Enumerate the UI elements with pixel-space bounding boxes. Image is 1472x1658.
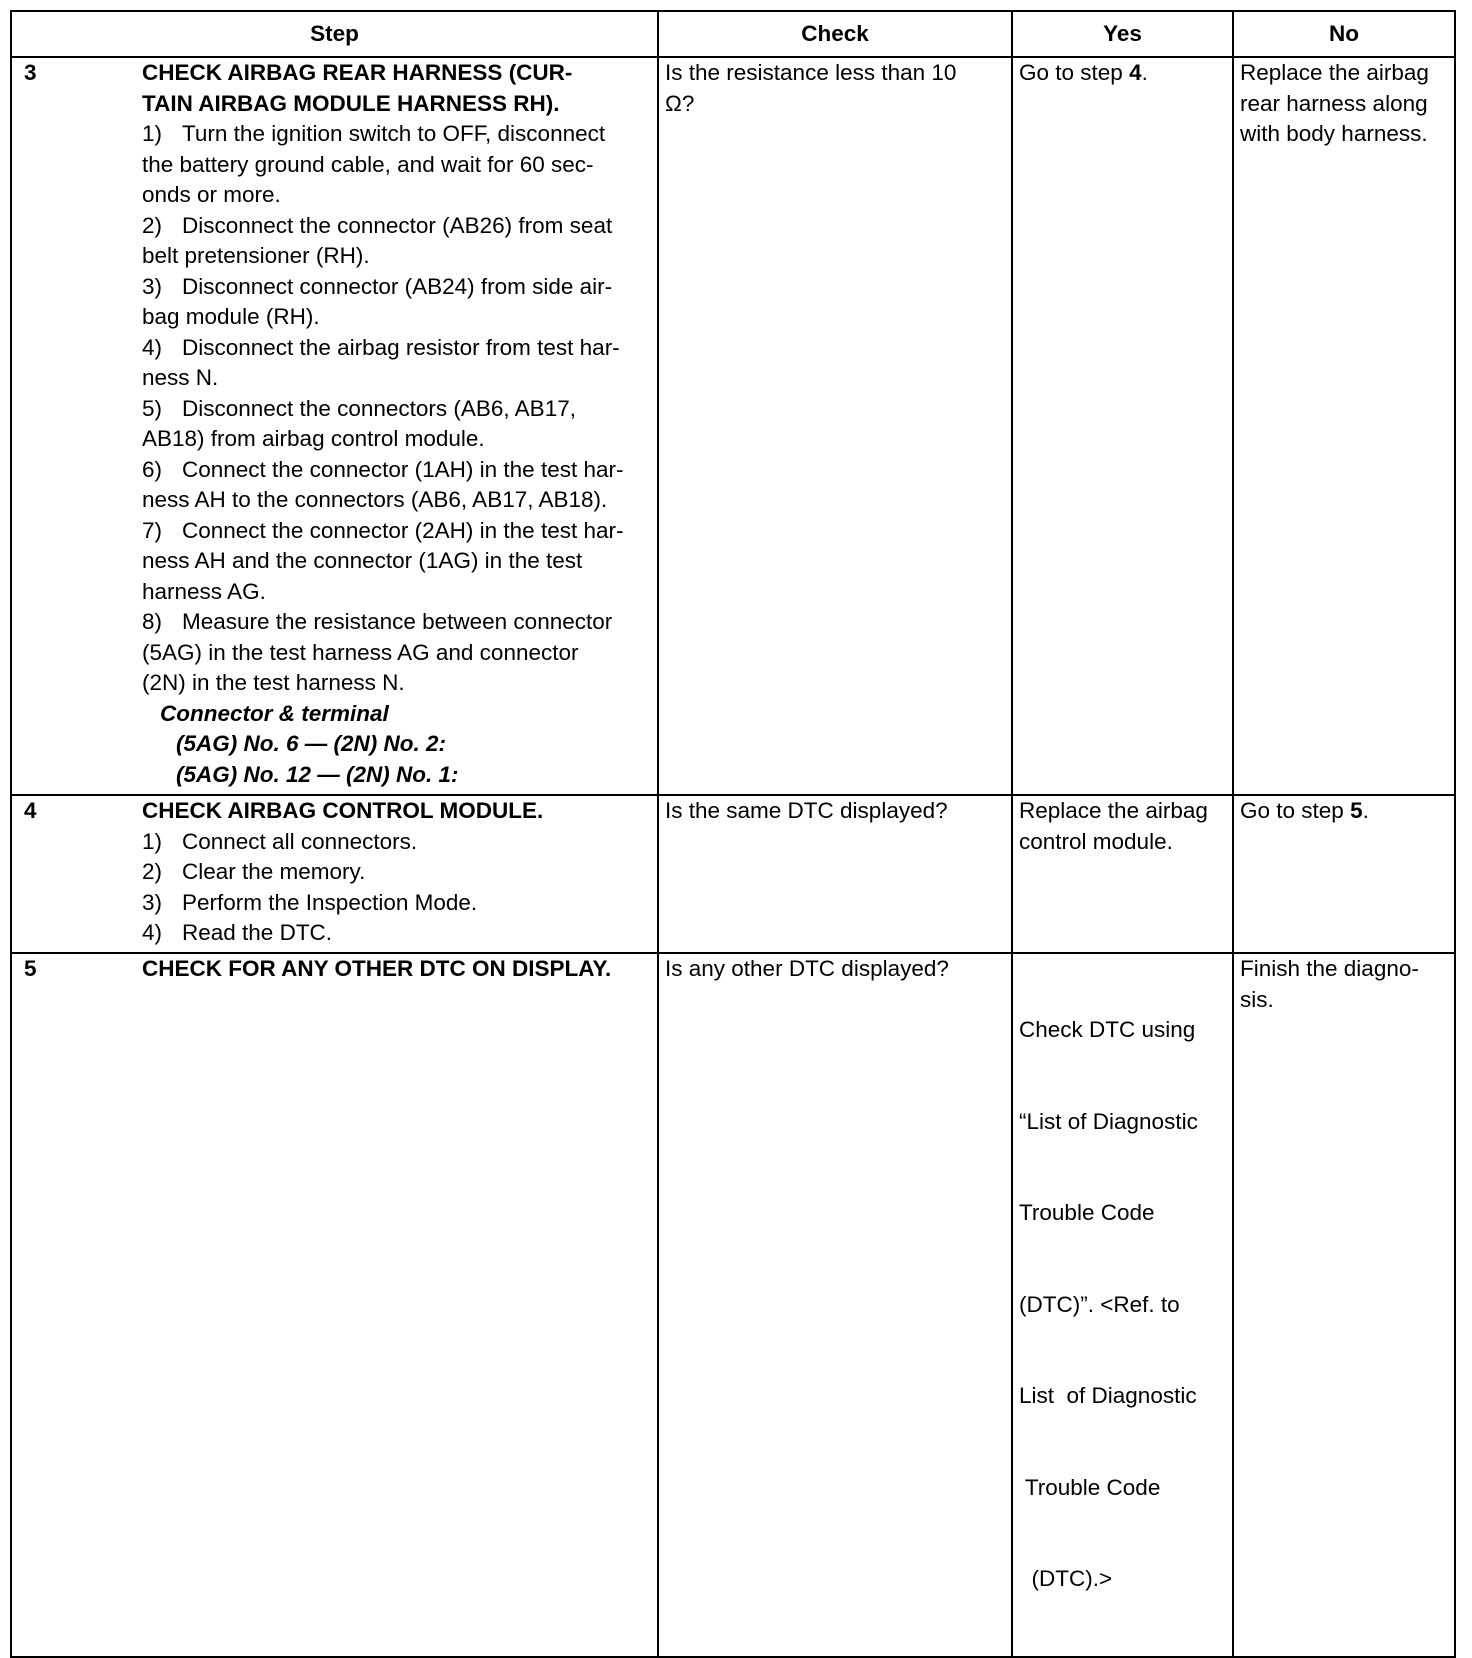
yes-text: Trouble Code [1019, 1474, 1161, 1500]
yes-cell [1012, 795, 1233, 953]
substep-number: 5) [142, 395, 163, 421]
no-text: with body harness. [1240, 121, 1428, 146]
substep-text: bag module (RH). [142, 304, 320, 329]
substep-text: the battery ground cable, and wait for 60 sec- [142, 151, 594, 177]
substep [142, 455, 647, 516]
yes-cell [1012, 57, 1233, 795]
substep-text: Disconnect the airbag resistor from test har- [182, 334, 620, 360]
substep-text: Perform the Inspection Mode. [182, 889, 478, 915]
header-check: Check [658, 11, 1012, 57]
substep-text: Read the DTC. [182, 920, 333, 945]
yes-text: “List of Diagnostic [1019, 1108, 1198, 1134]
check-text: Is any other DTC displayed? [665, 956, 949, 981]
step-body [142, 796, 651, 949]
diagnostic-table [10, 10, 1456, 1658]
substep-text: Connect the connector (2AH) in the test har- [182, 517, 624, 543]
step-title [142, 58, 647, 119]
step-title: CHECK AIRBAG CONTROL MODULE. [142, 798, 544, 823]
substep-text: ness N. [142, 365, 219, 390]
yes-text-end: . [1141, 60, 1148, 85]
substep-text: Disconnect connector (AB24) from side air- [182, 273, 613, 299]
substep-text: Disconnect the connectors (AB6, AB17, [182, 395, 576, 421]
substep-text: ness AH and the connector (1AG) in the test [142, 548, 583, 573]
check-text: Is the same DTC displayed? [665, 798, 948, 823]
step-title-line: CHECK AIRBAG REAR HARNESS (CUR- [142, 60, 573, 85]
yes-text: Go to step [1019, 60, 1130, 85]
step-title-line: TAIN AIRBAG MODULE HARNESS RH). [142, 90, 560, 116]
substep-text: onds or more. [142, 182, 281, 207]
substep-text: Connect all connectors. [182, 828, 418, 854]
step-number: 5 [24, 956, 37, 981]
yes-text: control module. [1019, 828, 1173, 854]
substep-text: belt pretensioner (RH). [142, 243, 370, 268]
check-text: Is the resistance less than 10 [665, 60, 957, 85]
substep [142, 516, 647, 608]
yes-step-ref: 4 [1129, 60, 1142, 85]
substep [142, 827, 647, 858]
substep-number: 6) [142, 456, 163, 482]
table-row [11, 57, 1455, 795]
yes-text: List of Diagnostic [1019, 1383, 1197, 1408]
step-body [142, 954, 651, 985]
no-text: sis. [1240, 986, 1274, 1012]
substep-number: 2) [142, 212, 163, 238]
header-step: Step [11, 11, 658, 57]
yes-cell [1012, 953, 1233, 1657]
header-yes: Yes [1012, 11, 1233, 57]
step-title: CHECK FOR ANY OTHER DTC ON DISPLAY. [142, 956, 612, 981]
substep [142, 119, 647, 211]
substep-number: 7) [142, 517, 163, 543]
check-cell [658, 953, 1012, 1657]
substep [142, 607, 647, 699]
step-body [142, 58, 651, 790]
substep-number: 4) [142, 334, 163, 360]
spec-heading: Connector & terminal [160, 700, 389, 726]
substep-text: AB18) from airbag control module. [142, 426, 485, 451]
substep-text: Clear the memory. [182, 859, 366, 884]
step-number: 4 [24, 798, 37, 823]
check-cell [658, 57, 1012, 795]
step-cell [11, 795, 658, 953]
table-row [11, 953, 1455, 1657]
substep [142, 857, 647, 888]
check-text: Ω? [665, 90, 695, 116]
yes-text: Check DTC using [1019, 1017, 1196, 1042]
substep-number: 3) [142, 889, 163, 915]
substep [142, 394, 647, 455]
substep-number: 8) [142, 609, 163, 634]
table-row [11, 795, 1455, 953]
no-text-end: . [1362, 798, 1369, 823]
substep-number: 1) [142, 828, 163, 854]
yes-text: Trouble Code [1019, 1200, 1155, 1225]
substep-text: (2N) in the test harness N. [142, 670, 405, 695]
substep [142, 888, 647, 919]
substep-text: harness AG. [142, 578, 266, 604]
header-no: No [1233, 11, 1455, 57]
no-text: Go to step [1240, 798, 1351, 823]
substep-number: 1) [142, 121, 163, 146]
no-step-ref: 5 [1350, 798, 1363, 823]
no-text: rear harness along [1240, 90, 1428, 116]
substep [142, 211, 647, 272]
spec-line: (5AG) No. 6 — (2N) No. 2: [176, 731, 447, 756]
no-cell [1233, 953, 1455, 1657]
yes-text: (DTC).> [1019, 1566, 1113, 1591]
substep [142, 918, 647, 949]
substep-text: Measure the resistance between connector [182, 609, 613, 634]
substep-number: 3) [142, 273, 163, 299]
check-cell [658, 795, 1012, 953]
no-cell [1233, 57, 1455, 795]
no-text: Replace the airbag [1240, 60, 1429, 85]
header-row [11, 11, 1455, 57]
step-cell [11, 953, 658, 1657]
substep [142, 272, 647, 333]
substep-text: Disconnect the connector (AB26) from seat [182, 212, 613, 238]
spec-line: (5AG) No. 12 — (2N) No. 1: [176, 761, 459, 787]
substep-text: (5AG) in the test harness AG and connector [142, 639, 579, 665]
substep [142, 333, 647, 394]
step-number: 3 [24, 60, 37, 85]
step-cell [11, 57, 658, 795]
no-text: Finish the diagno- [1240, 956, 1419, 981]
yes-text: Replace the airbag [1019, 798, 1208, 823]
substep-text: Turn the ignition switch to OFF, disconnect [182, 121, 606, 146]
no-cell [1233, 795, 1455, 953]
substep-number: 4) [142, 920, 163, 945]
substep-text: ness AH to the connectors (AB6, AB17, AB18). [142, 487, 608, 512]
substep-number: 2) [142, 859, 163, 884]
substep-text: Connect the connector (1AH) in the test har- [182, 456, 624, 482]
yes-text: (DTC)”. <Ref. to [1019, 1291, 1180, 1317]
